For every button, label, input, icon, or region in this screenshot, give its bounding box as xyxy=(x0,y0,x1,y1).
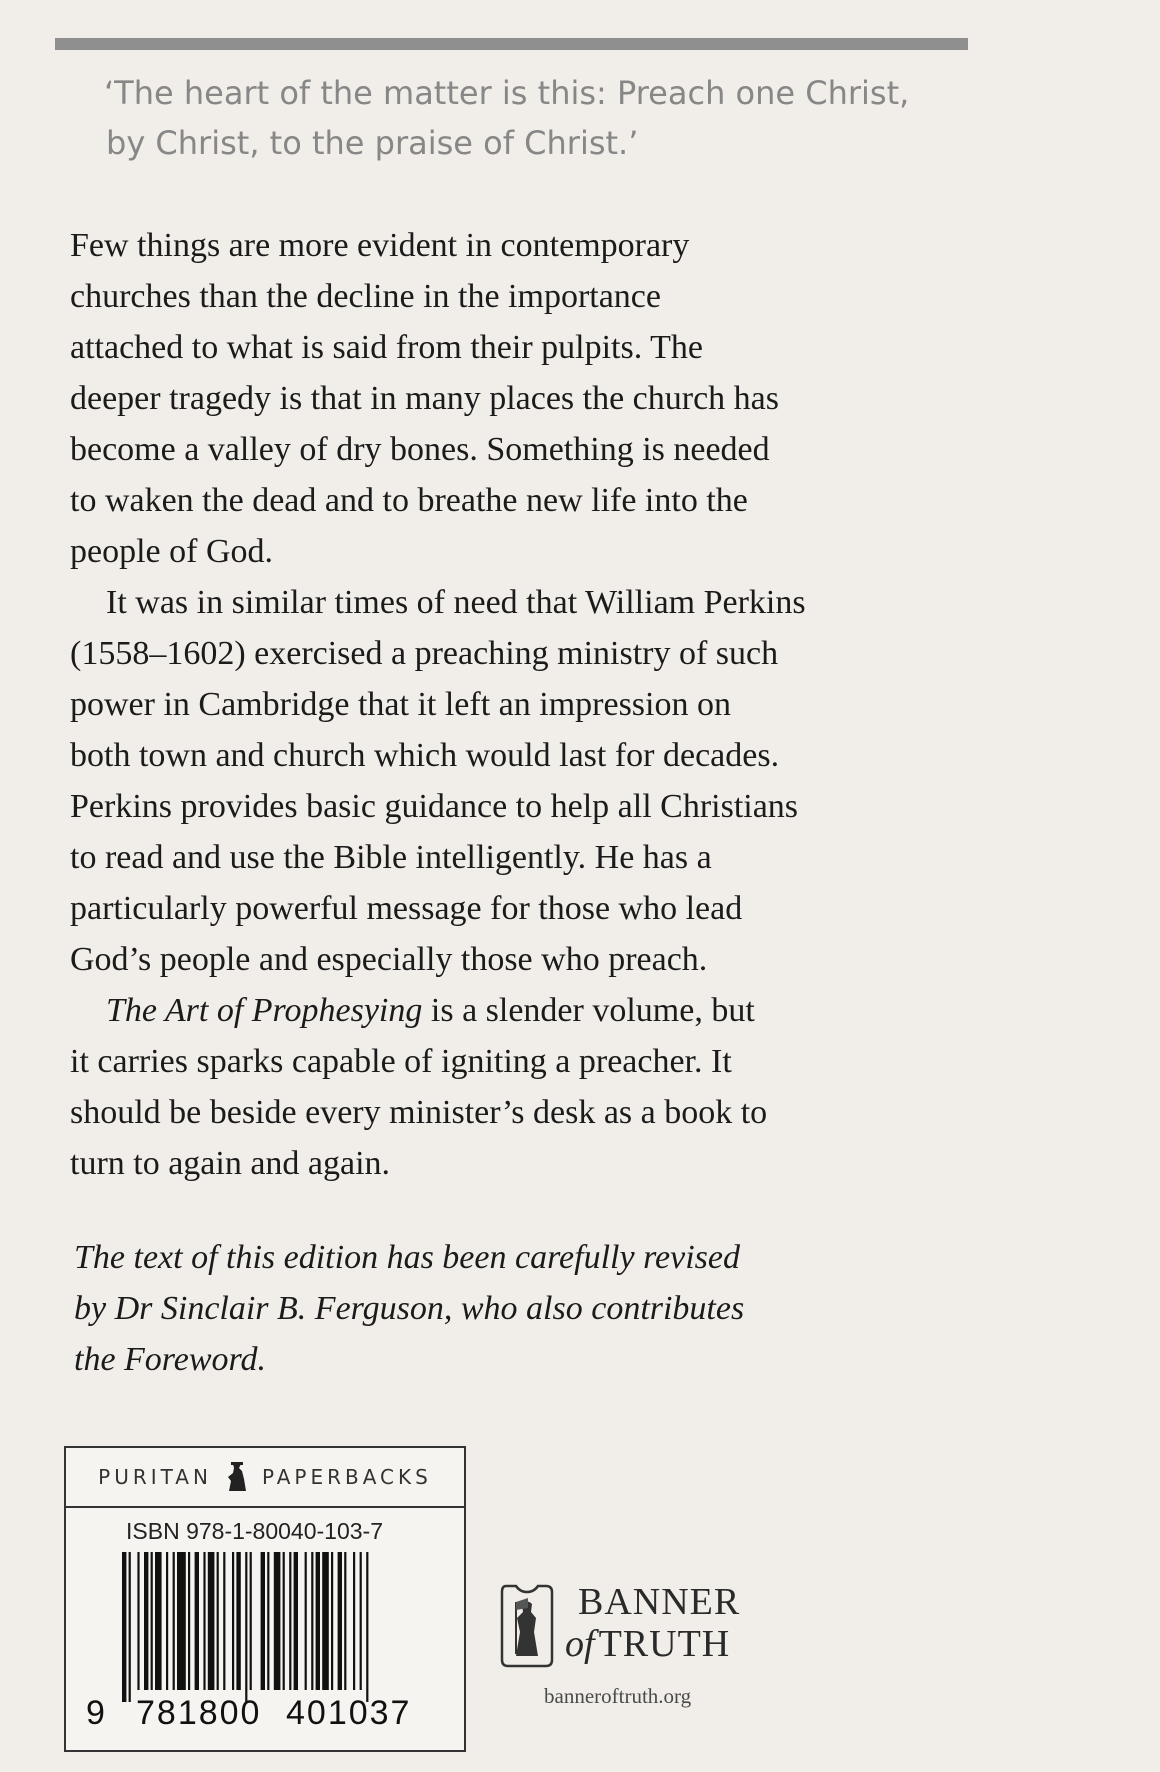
barcode-bar xyxy=(232,1552,234,1690)
blurb-line: both town and church which would last for decades. xyxy=(70,737,780,774)
barcode-bar xyxy=(177,1552,186,1690)
barcode-bar xyxy=(144,1552,148,1690)
credit-line: by Dr Sinclair B. Ferguson, who also contributes xyxy=(74,1290,745,1327)
barcode-bar xyxy=(137,1552,139,1690)
barcode-bar xyxy=(155,1552,162,1690)
blurb-paragraph-1 xyxy=(70,220,970,577)
barcode-bar xyxy=(203,1552,205,1690)
publisher-name-truth: TRUTH xyxy=(598,1623,731,1665)
banner-seal-icon xyxy=(498,1582,556,1670)
barcode-digits-group-2: 401037 xyxy=(286,1694,412,1732)
barcode-panel xyxy=(64,1446,466,1752)
puritan-figure-icon xyxy=(226,1461,248,1493)
credit-line: the Foreword. xyxy=(74,1341,267,1378)
publisher-name-line-1: BANNER xyxy=(578,1581,741,1623)
book-title-italic: The Art of Prophesying xyxy=(106,992,423,1029)
barcode-bar xyxy=(122,1552,126,1702)
blurb-line: Few things are more evident in contemporary xyxy=(70,227,690,264)
barcode-bar xyxy=(267,1552,269,1690)
barcode-bar xyxy=(316,1552,320,1690)
edition-credit xyxy=(74,1232,974,1385)
barcode-bar xyxy=(338,1552,342,1690)
barcode-bar xyxy=(353,1552,355,1690)
blurb-line: deeper tragedy is that in many places the church has xyxy=(70,380,780,417)
publisher-name-line-2 xyxy=(565,1622,730,1666)
barcode-bar xyxy=(311,1552,313,1690)
barcode-bar xyxy=(289,1552,291,1690)
series-label xyxy=(66,1448,464,1508)
pull-quote xyxy=(104,68,964,168)
blurb-line: God’s people and especially those who preach. xyxy=(70,941,708,978)
barcode-bar xyxy=(129,1552,131,1702)
barcode-bar xyxy=(274,1552,281,1690)
blurb-paragraph-2 xyxy=(70,577,970,985)
ean-barcode xyxy=(122,1552,438,1702)
barcode-bar xyxy=(305,1552,307,1690)
barcode-bar xyxy=(236,1552,240,1690)
barcode-bar xyxy=(208,1552,215,1690)
blurb-line: it carries sparks capable of igniting a preacher. It xyxy=(70,1043,732,1080)
barcode-bar xyxy=(360,1552,362,1690)
blurb-paragraph-3 xyxy=(70,985,970,1189)
blurb-line: become a valley of dry bones. Something is needed xyxy=(70,431,770,468)
blurb-line: should be beside every minister’s desk as a book to xyxy=(70,1094,768,1131)
blurb-line: power in Cambridge that it left an impression on xyxy=(70,686,731,723)
barcode-bar xyxy=(223,1552,225,1690)
series-label-right: PAPERBACKS xyxy=(261,1465,432,1489)
blurb-line: It was in similar times of need that William Perkins xyxy=(106,584,806,621)
barcode-bar xyxy=(344,1552,346,1690)
blurb-line: to read and use the Bible intelligently. He has a xyxy=(70,839,712,876)
barcode-bar xyxy=(294,1552,298,1690)
pull-quote-line-1: ‘The heart of the matter is this: Preach one Christ, xyxy=(104,74,910,112)
series-label-left: PURITAN xyxy=(98,1465,212,1489)
barcode-bar xyxy=(331,1552,333,1690)
barcode-bar xyxy=(261,1552,265,1690)
blurb-line-rest: is a slender volume, but xyxy=(422,992,755,1029)
barcode-bar xyxy=(250,1552,252,1690)
publisher-url: banneroftruth.org xyxy=(544,1684,692,1708)
blurb-line: particularly powerful message for those who lead xyxy=(70,890,743,927)
barcode-bar xyxy=(217,1552,219,1690)
blurb-line: attached to what is said from their pulpits. The xyxy=(70,329,703,366)
barcode-bar xyxy=(322,1552,329,1690)
top-rule-bar xyxy=(55,38,968,50)
blurb-line xyxy=(70,985,970,1036)
barcode-digits-group-1: 781800 xyxy=(136,1694,262,1732)
isbn-label: ISBN 978-1-80040-103-7 xyxy=(126,1518,383,1544)
blurb-line: turn to again and again. xyxy=(70,1145,391,1182)
barcode-bar xyxy=(188,1552,190,1690)
blurb-line: people of God. xyxy=(70,533,274,570)
pull-quote-line-2: by Christ, to the praise of Christ.’ xyxy=(106,124,639,162)
barcode-bar xyxy=(366,1552,368,1702)
blurb-body xyxy=(70,220,970,1189)
publisher-logo xyxy=(498,1582,798,1722)
blurb-line: to waken the dead and to breathe new life into the xyxy=(70,482,748,519)
blurb-line: Perkins provides basic guidance to help all Christians xyxy=(70,788,799,825)
blurb-line: churches than the decline in the importance xyxy=(70,278,661,315)
barcode-digit-lead: 9 xyxy=(86,1694,105,1732)
barcode-bar xyxy=(151,1552,153,1690)
barcode-bar xyxy=(283,1552,285,1690)
credit-line: The text of this edition has been carefully revised xyxy=(74,1239,740,1276)
publisher-name-of: of xyxy=(565,1623,595,1665)
barcode-bar xyxy=(166,1552,168,1690)
barcode-bar xyxy=(195,1552,199,1690)
barcode-bar xyxy=(245,1552,247,1702)
barcode-bar xyxy=(173,1552,175,1690)
blurb-line: (1558–1602) exercised a preaching ministry of such xyxy=(70,635,779,672)
